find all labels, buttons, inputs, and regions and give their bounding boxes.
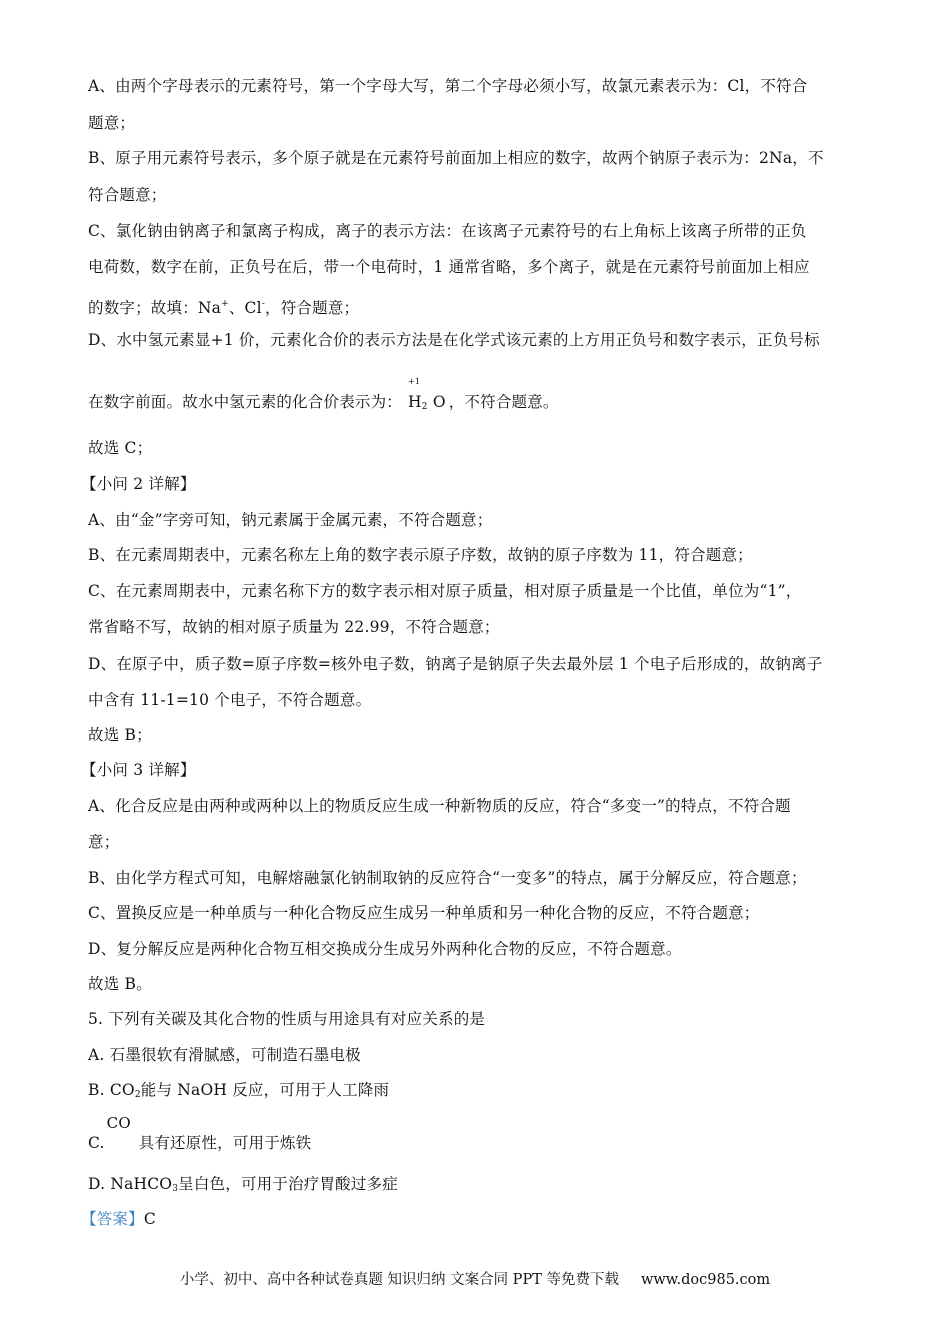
q4-part2-option-d-line1: D、在原子中，质子数=原子序数=核外电子数，钠离子是钠原子失去最外层 1 个电子后形成的，故钠离子	[88, 655, 823, 673]
q4-part2-option-b: B、在元素周期表中，元素名称左上角的数字表示原子序数，故钠的原子序数为 11，符合题意；	[88, 546, 753, 564]
formula-h: H	[408, 393, 422, 411]
q5-b-post: 能与 NaOH 反应，可用于人工降雨	[140, 1081, 390, 1099]
answer-value: C	[143, 1210, 156, 1228]
q4-part2-heading: 【小问 2 详解】	[81, 475, 196, 493]
q4-part2-option-c-line1: C、在元素周期表中，元素名称下方的数字表示相对原子质量，相对原子质量是一个比值，单位为“1”，	[88, 582, 802, 600]
q4-part2-option-d-line2: 中含有 11-1=10 个电子，不符合题意。	[88, 691, 372, 709]
q4-d-line2-post: ，不符合题意。	[448, 393, 559, 411]
q4-part3-conclusion: 故选 B。	[88, 975, 152, 993]
answer-tag: 【答案】	[81, 1210, 144, 1228]
q5-option-a: A. 石墨很软有滑腻感，可制造石墨电极	[88, 1046, 361, 1064]
page-footer	[0, 1270, 950, 1290]
q4-c-line3-post: ，符合题意；	[265, 299, 360, 317]
co2-subscript: 2	[134, 1090, 141, 1100]
q4-part3-option-d: D、复分解反应是两种化合物互相交换成分生成另外两种化合物的反应，不符合题意。	[88, 940, 682, 958]
co-formula	[105, 1114, 139, 1148]
q4-option-c-line2: 电荷数，数字在前，正负号在后，带一个电荷时，1 通常省略，多个离子，就是在元素符号前面加上相应	[88, 258, 810, 276]
q5-c-text: 具有还原性，可用于炼铁	[138, 1134, 312, 1152]
formula-o: O	[432, 393, 446, 411]
q5-d-post: 呈白色，可用于治疗胃酸过多症	[178, 1175, 398, 1193]
q4-part1-conclusion: 故选 C；	[88, 439, 153, 457]
q4-option-a-line1: A、由两个字母表示的元素符号，第一个字母大写，第二个字母必须小写，故氯元素表示为：Cl，不符合	[88, 77, 808, 95]
na-charge: +	[221, 299, 229, 309]
hydrogen-valence: +1	[408, 377, 421, 386]
q5-stem: 5. 下列有关碳及其化合物的性质与用途具有对应关系的是	[88, 1010, 486, 1028]
co-formula-text: CO	[106, 1114, 131, 1132]
footer-text: 小学、初中、高中各种试卷真题 知识归纳 文案合同 PPT 等免费下载	[179, 1272, 619, 1288]
q5-b-pre: B. CO	[88, 1081, 135, 1099]
q5-option-c	[88, 1114, 880, 1153]
formula-h-subscript: 2	[421, 402, 428, 412]
q4-part3-option-b: B、由化学方程式可知，电解熔融氯化钠制取钠的反应符合“一变多”的特点，属于分解反应，符合题意；	[88, 869, 807, 887]
q5-c-label: C.	[88, 1134, 105, 1152]
q5-option-d	[88, 1174, 880, 1199]
q5-answer	[81, 1209, 880, 1229]
q4-option-d-line1: D、水中氢元素显+1 价，元素化合价的表示方法是在化学式该元素的上方用正负号和数字表示，正负号标	[88, 331, 820, 349]
q4-c-line3-sep: 、Cl	[228, 299, 262, 317]
q5-d-pre: D. NaHCO	[88, 1175, 173, 1193]
q4-c-line3-pre: 的数字；故填：Na	[88, 299, 222, 317]
q4-option-c-line1: C、氯化钠由钠离子和氯离子构成，离子的表示方法：在该离子元素符号的右上角标上该离子所带的正负	[88, 222, 807, 240]
footer-url[interactable]: www.doc985.com	[640, 1272, 771, 1288]
q4-option-d-line2	[88, 377, 880, 417]
water-valence-formula	[408, 377, 446, 417]
q4-part2-conclusion: 故选 B；	[88, 726, 152, 744]
cl-charge: -	[261, 299, 266, 309]
nahco3-subscript: 3	[172, 1184, 179, 1194]
q4-part3-heading: 【小问 3 详解】	[81, 761, 196, 779]
q4-part3-option-a-line2: 意；	[88, 833, 120, 851]
q4-option-b-line1: B、原子用元素符号表示，多个原子就是在元素符号前面加上相应的数字，故两个钠原子表示为：2Na，不	[88, 149, 824, 167]
q4-part2-option-c-line2: 常省略不写，故钠的相对原子质量为 22.99，不符合题意；	[88, 618, 500, 636]
q4-part3-option-a-line1: A、化合反应是由两种或两种以上的物质反应生成一种新物质的反应，符合“多变一”的特点，不符合题	[88, 797, 791, 815]
q4-option-c-line3	[88, 294, 880, 318]
q4-option-a-line2: 题意；	[88, 114, 136, 132]
q4-part3-option-c: C、置换反应是一种单质与一种化合物反应生成另一种单质和另一种化合物的反应，不符合题意；	[88, 904, 760, 922]
q4-part2-option-a: A、由“金”字旁可知，钠元素属于金属元素，不符合题意；	[88, 511, 493, 529]
q4-d-line2-pre: 在数字前面。故水中氢元素的化合价表示为：	[88, 393, 403, 411]
q5-option-b	[88, 1080, 880, 1105]
q4-option-b-line2: 符合题意；	[88, 186, 167, 204]
